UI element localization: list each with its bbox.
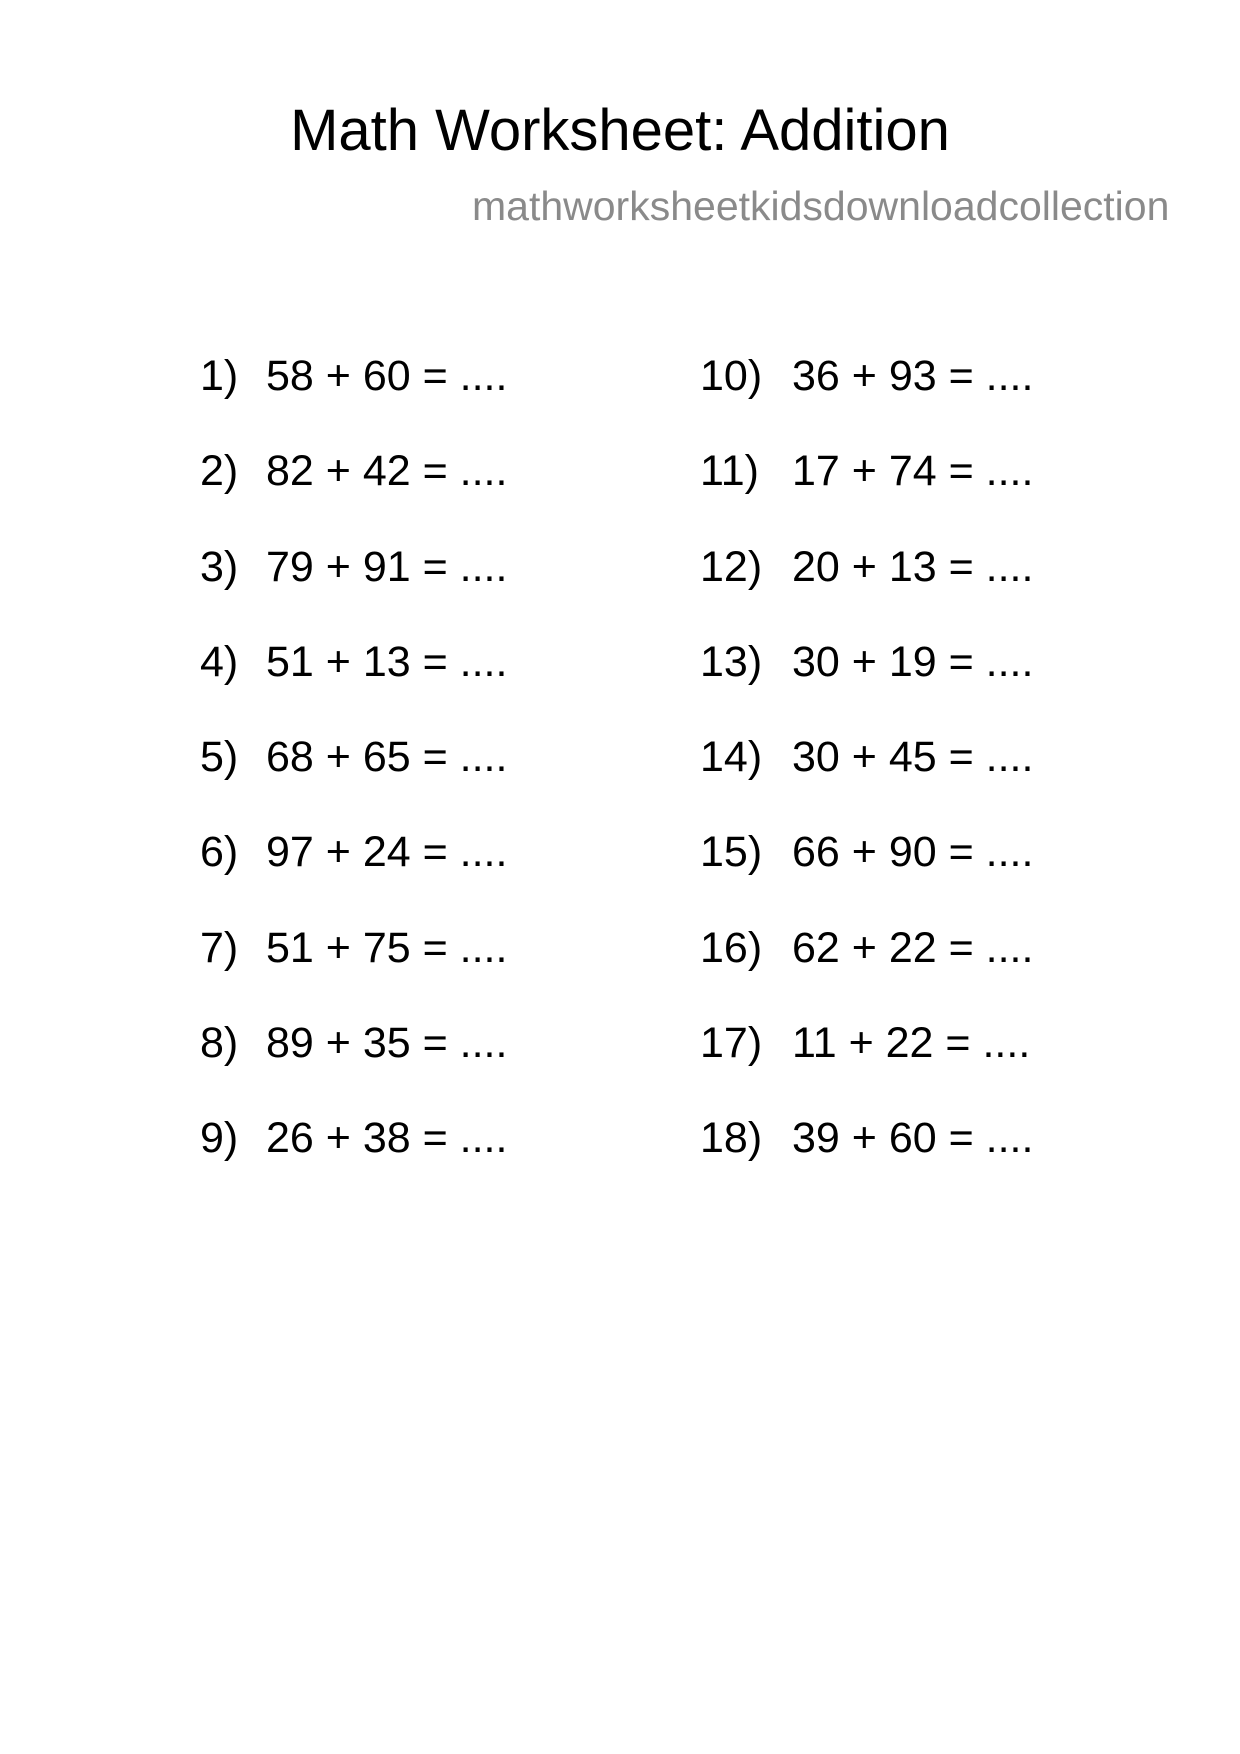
problem-number: 14) [700, 733, 763, 782]
problem-item [700, 1017, 1033, 1112]
problem-item [200, 445, 507, 540]
problem-item [700, 636, 1033, 731]
problem-item [200, 541, 507, 636]
problem-number: 11) [700, 447, 759, 496]
problem-number: 3) [200, 542, 239, 591]
problem-expression: 58 + 60 = .... [266, 352, 508, 400]
problem-number: 4) [200, 637, 239, 686]
problem-expression: 62 + 22 = .... [792, 923, 1034, 972]
problem-number: 13) [700, 637, 763, 686]
problem-item [200, 636, 507, 731]
problem-number: 6) [200, 828, 239, 877]
problem-number: 12) [700, 542, 763, 591]
problem-item [700, 350, 1033, 445]
problem-number: 18) [700, 1114, 763, 1163]
worksheet-subtitle: mathworksheetkidsdownloadcollection [472, 183, 1170, 229]
problem-expression: 51 + 75 = .... [266, 923, 508, 972]
problem-expression: 82 + 42 = .... [266, 447, 508, 496]
problem-number: 2) [200, 447, 239, 496]
problem-list-right [700, 350, 1033, 1208]
problem-number: 15) [700, 828, 763, 877]
problem-expression: 89 + 35 = .... [266, 1019, 508, 1068]
problem-expression: 17 + 74 = .... [792, 447, 1034, 496]
problem-expression: 97 + 24 = .... [266, 828, 508, 877]
problem-expression: 68 + 65 = .... [266, 733, 508, 782]
problem-number: 10) [700, 352, 763, 400]
problem-expression: 39 + 60 = .... [792, 1114, 1034, 1163]
problem-expression: 30 + 45 = .... [792, 733, 1034, 782]
problem-item [200, 1017, 507, 1112]
problem-expression: 30 + 19 = .... [792, 637, 1034, 686]
problem-expression: 26 + 38 = .... [266, 1114, 508, 1163]
problem-number: 17) [700, 1019, 763, 1068]
problem-number: 9) [200, 1114, 239, 1163]
problem-number: 1) [200, 352, 239, 400]
problem-item [700, 541, 1033, 636]
problem-item [200, 922, 507, 1017]
problem-number: 16) [700, 923, 763, 972]
worksheet-title: Math Worksheet: Addition [290, 98, 950, 163]
problem-item [700, 922, 1033, 1017]
problem-item [700, 1112, 1033, 1207]
problem-expression: 20 + 13 = .... [792, 542, 1034, 591]
problem-item [200, 826, 507, 921]
problem-expression: 79 + 91 = .... [266, 542, 508, 591]
problem-expression: 66 + 90 = .... [792, 828, 1034, 877]
problem-item [700, 731, 1033, 826]
problem-expression: 11 + 22 = .... [792, 1019, 1031, 1068]
problem-number: 8) [200, 1019, 239, 1068]
problem-expression: 51 + 13 = .... [266, 637, 508, 686]
problem-expression: 36 + 93 = .... [792, 352, 1034, 400]
problem-item [700, 445, 1033, 540]
problem-list-left [200, 350, 507, 1208]
problem-item [200, 350, 507, 445]
problem-number: 5) [200, 733, 239, 782]
problem-item [200, 1112, 507, 1207]
problem-item [200, 731, 507, 826]
problem-number: 7) [200, 923, 239, 972]
problem-item [700, 826, 1033, 921]
